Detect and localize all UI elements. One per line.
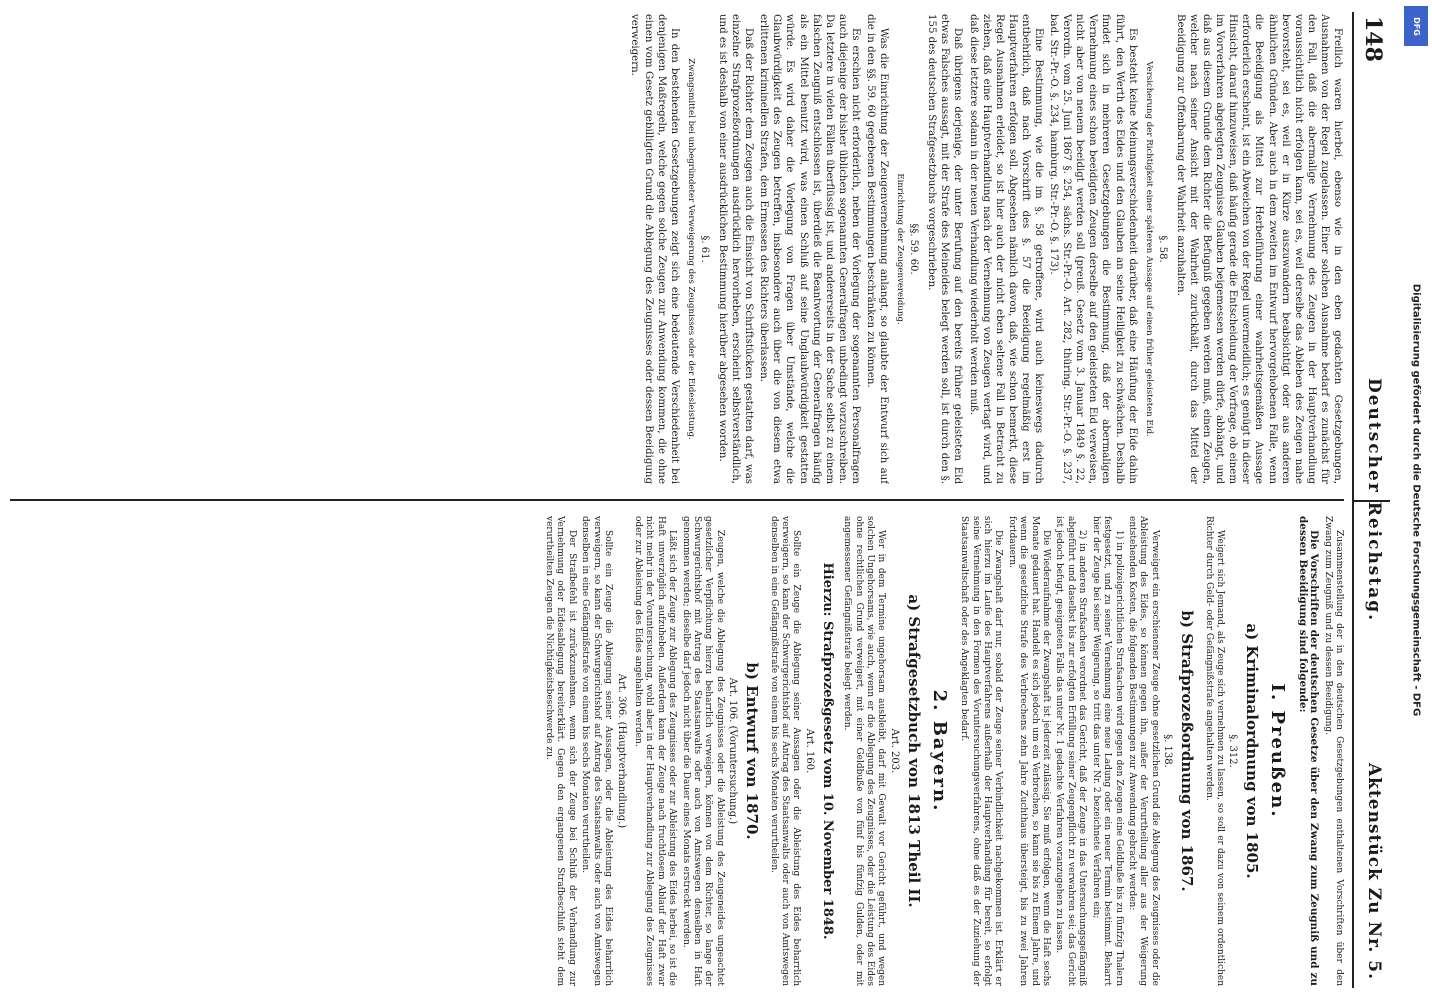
paragraph: Sollte ein Zeuge die Ablegung seiner Aussagen, oder die Ableistung des Eides beharrlich verweigern, so kann der Schwurgerichtshof auf Antrag des Staatsanwalts oder auch von Amtswegen denselben in eine Gefängnißstrafe von einem bis sechs Monaten verurtheilen. (580, 516, 614, 986)
heading-subsection: b) Strafprozeßordnung von 1867. (1178, 610, 1197, 892)
paragraph: Läßt sich der Zeuge zur Ablegung des Zeugnisses oder zur Ableistung des Eides herbei, so ist die Haft unverzüglich aufzuheben. Außerdem kann der Zeuge nach fruchtlosem Ablauf der Haft zwar nicht mehr in der Voruntersuchung, wohl aber in der Hauptverhandlung zur Ablegung des Zeugnisses oder zur Ableistung des Eides angehalten werden. (632, 516, 678, 986)
section-heading: §. 138. (1162, 734, 1174, 768)
section-heading: Art. 160. (803, 728, 815, 774)
paragraph: Der Strafbefehl ist zurückzunehmen, wenn sich der Zeuge bei Schluß der Verhandlung zur Vernehmung oder Eidesablegung bereiterklärt. Gegen den ergangenen Strafbeschluß steht dem verurtheilten Zeugen die Nichtigkeitsbeschwerde zu. (544, 516, 577, 986)
section-heading: §§. 59. 60. (908, 223, 920, 275)
section-caption: Versicherung der Richtigkeit einer späteren Aussage auf einen früher geleisteten Eid. (1143, 61, 1154, 437)
paragraph: Wer in dem Termine ungehorsam ausbleibt, darf mit Gewalt vor Gericht geführt, und wegen solchen Ungehorsams, wie auch, wenn er die Ablegung des Zeugnisses, oder die Leistung des Eides ohne rechtlichen Grund verweigert, mit einer Geldbuße von fünf bis fünfzig Gulden, oder mit angemessener Gefängnißstrafe belegt werden. (842, 516, 887, 986)
digitization-margin-note (1402, 0, 1430, 1000)
page-number: 148 (1360, 16, 1386, 62)
paragraph: 1) in polizeigerichtlichen Strafsachen wird gegen den Zeugen eine Geldbuße bis zu fünfzig Thalern festgesetzt, und zu seiner Vernehmung eine neue Ladung oder ein neuer Termin bestimmt. Beharrt hier der Zeuge bei seiner Weigerung, so tritt das unter Nr. 2 bezeichnete Verfahren ein; (1090, 516, 1124, 986)
paragraph: 2) in anderen Strafsachen verordnet das Gericht, daß der Zeuge in das Untersuchungsgefängniß abgeführt und daselbst bis zur erfolgten Erfüllung seiner Zeugenpflicht zu verwahren sei; das Gericht ist jedoch befugt, geeigneten Falls das unter Nr. 1 gedachte Verfahren voranzugehen zu lassen. (1054, 516, 1088, 986)
section-caption: Zwangsmittel bei unbegründeter Verweigerung des Zeugnisses oder der Eidesleistung. (685, 58, 696, 440)
section-heading: Art. 106. (Voruntersuchung.) (727, 677, 739, 825)
paragraph: Verweigert ein erschienener Zeuge ohne gesetzlichen Grund die Ablegung des Zeugnisses oder die Ableistung des Eides, so können gegen ihn, außer der Verurtheilung aller aus der Weigerung entstehenden Kosten, die folgenden Bestimmungen zur Anwendung gebracht werden: (1126, 516, 1160, 986)
right-column (10, 516, 1344, 986)
heading-subsection: a) Strafgesetzbuch von 1813 Theil II. (904, 594, 923, 908)
paragraph: Daß der Richter dem Zeugen auch die Einsicht von Schriftstücken gestatten darf, was einzelne Strafprozeßordnungen ausdrücklich hervorheben, erscheint selbstverständlich, und es ist deshalb von einer ausdrücklichen Bestimmung hierüber abgesehen worden. (716, 14, 755, 484)
paragraph: Sollte ein Zeuge die Ablegung seiner Aussagen oder die Ableistung des Eides beharrlich verweigern, so kann der Schwurgerichtshof auf Antrag des Staatsanwalts oder auch von Amtswegen denselben in eine Gefängnißstrafe von einem bis sechs Monaten verurtheilen. (768, 516, 802, 986)
paragraph: Was die Einrichtung der Zeugenvernehmung anlangt, so glaubte der Entwurf sich auf die in den §§. 59. 60 gegebenen Bestimmungen beschränken zu können. (865, 14, 890, 484)
paragraph: Eine Bestimmung, wie die im §. 58 getroffene, wird auch keineswegs dadurch entbehrlich, daß nach Vorschrift des §. 57 die Beeidigung regelmäßig erst im Hauptverfahren erfolgen soll. Abgesehen nämlich davon, daß, wie schon bemerkt, diese Regel Ausnahmen erleidet, so ist hier auch der nicht eben seltene Fall in Betracht zu ziehen, daß eine Hauptverhandlung nach der Vernehmung von Zeugen vertagt wird, und daß diese letztere sodann in der neuen Verhandlung wiederholt werden muß. (967, 14, 1045, 484)
paragraph: Die Wiederaufnahme der Zwangshaft ist jederzeit zulässig. Sie muß erfolgen, wenn die Haft sechs Monate gedauert hat. Handelt es sich jedoch um ein Verbrechen, so kann sie bis zu Einem Jahre, und wenn die gesetzliche Strafe des Verbrechens zehn Jahre Zuchthaus übersteigt, bis zu zwei Jahren fortdauern. (1006, 516, 1052, 986)
section-caption: Einrichtung der Zeugenvereidung. (895, 173, 906, 325)
paragraph: Es besteht keine Meinungsverschiedenheit darüber, daß eine Häufung der Eide dahin führt, den Werth des Eides und den Glauben an seine Heiligkeit zu schwächen. Deshalb findet sich in mehreren Gesetzgebungen die Bestimmung, daß der abermaligen Vernehmung eines schon beeidigten Zeugen derselbe auf den geleisteten Eid verweisen, nicht aber von neuem beeidigt werden soll (preuß. Gesetz vom 3. Januar 1849 §. 22, Verordn. vom 25. Juni 1867 §. 254, sächs. Str.-Pr.-O. Art. 282, thüring. Str.-Pr.-O. §. 237, bad. Str.-Pr.-O. §. 234, hamburg. Str.-Pr.-O. §. 173). (1048, 14, 1138, 484)
header-divider (1354, 500, 1390, 502)
section-heading: §. 312. (1227, 734, 1239, 768)
paragraph: Zeugen, welche die Ablegung des Zeugnisses oder die Ableistung des Zeugeneides ungeachtet gesetzlicher Verpflichtung hierzu beharrlich verweigern, können von dem Richter, so lange der Schwurgerichtshof mit Antrag des Staatsanwalts oder auch von Amtswegen denselben in Haft genommen werden; dieselbe darf jedoch nicht über die Dauer eines Monats erstreckt werden. (680, 516, 725, 986)
heading-bavaria: 2. Bayern. (928, 689, 950, 813)
section-heading: §. 61. (698, 235, 710, 263)
paragraph: Die Vorschriften der deutschen Gesetze über den Zwang zum Zeugniß und zu dessen Beeidigung sind folgende: (1296, 516, 1321, 986)
section-heading: Art. 306. (Hauptverhandlung.) (615, 673, 627, 829)
paragraph: Die Zwangshaft darf nur, sobald der Zeuge seiner Verbindlichkeit nachgekommen ist. Erklärt er sich hierzu im Laufe des Hauptverfahrens außerhalb der Hauptverhandlung für bereit, so erfolgt seine Vernehmung in den Formen des Voruntersuchungsverfahrens, ohne daß es der Zuziehung der Staatsanwaltschaft oder des Angeklagten bedarf. (959, 516, 1004, 986)
heading-subsection: Hierzu: Strafprozeßgesetz vom 10. November 1848. (819, 562, 835, 940)
left-column (10, 14, 1344, 484)
page-header (1352, 12, 1390, 988)
left-running-title: Deutscher Reichstag. (1364, 377, 1384, 623)
paragraph: Zusammenstellung der in den deutschen Gesetzgebungen enthaltenen Vorschriften über den Zwang zum Zeugniß und zu dessen Beeidigung. (1322, 516, 1344, 986)
paragraph: Es erschien nicht erforderlich, neben der Vorlegung der sogenannten Personalfragen auch diejenige der bisher üblichen sogenannten Generalfragen unbedingt vorzuschreiben. Da letztere in vielen Fällen überflüssig ist, und andererseits in der Sache selbst zu einem falschen Zeugniß entschlossen ist, überdieß die Beantwortung der Generalfragen häufig als ein Mittel benutzt wird, was einen Schluß auf seine Unglaubwürdigkeit gestatten würde. Es wird daher die Vorlegung von Fragen über Umstände, welche die Glaubwürdigkeit des Zeugen betreffen, insbesondere auch über die von diesem etwa erlittenen kriminellen Strafen, dem Ermessen des Richters überlassen. (758, 14, 861, 484)
right-running-title: Aktenstück Zu Nr. 5. (1364, 762, 1384, 980)
heading-prussia: I. Preußen. (1267, 683, 1289, 819)
paragraph: Daß übrigens derjenige, der unter Berufung auf den bereits früher geleisteten Eid etwas Falsches aussagt, mit der Strafe des Meineides belegt werden soll, ist durch den §. 155 des deutschen Strafgesetzbuchs vorgeschrieben. (926, 14, 964, 484)
section-heading: §. 58. (1156, 235, 1168, 263)
section-heading: Art. 203. (888, 728, 900, 774)
paragraph: In den bestehenden Gesetzgebungen zeigt sich eine bedeutende Verschiedenheit bei denjenigen Maßregeln, welche gegen solche Zeugen zur Anwendung kommen, die ohne einen vom Gesetz gebilligten Grund die Ablegung des Zeugnisses oder dessen Beeidigung verweigern. (629, 14, 680, 484)
paragraph: Weigert sich Jemand, als Zeuge sich vernehmen zu lassen, so soll er dazu von seinem ordentlichen Richter durch Geld- oder Gefängnißstrafe angehalten werden. (1203, 516, 1225, 986)
heading-subsection: a) Kriminalordnung von 1805. (1243, 623, 1262, 879)
paragraph: Freilich waren hierbei, ebenso wie in den eben gedachten Gesetzgebungen, Ausnahmen von der Regel zugelassen. Einer solchen Ausnahme bedarf es zunächst für den Fall, daß die abermalige Vernehmung des Zeugen in der Hauptverhandlung voraussichtlich nicht erfolgen kann, sei es, weil derselbe das Ableben des Zeugen nahe bevorsteht, sei es, weil er in Kürze auszuwandern beabsichtigt oder aus anderen ähnlichen Gründen. Aber auch in dem zweiten im Entwurf hervorgehobenen Falle, wenn die Beeidigung als Mittel zur Herbeiführung einer wahrheitsgemäßen Aussage erforderlich erscheint, ist ein Abweichen von der Regel unvermeidlich; es genügt in dieser Hinsicht, darauf hinzuweisen, daß häufig gerade die Entscheidung der Vorfrage, ob einem im Vorverfahren abgelegten Zeugnisse Glauben beigemessen werden dürfe, abhängt, und daß aus diesem Grunde dem Richter die Befugniß gegeben werden muß, einen Zeugen, welcher nach seiner Ansicht mit der Wahrheit zurückhält, durch das Mittel der Beeidigung zur Offenbarung der Wahrheit anzuhalten. (1174, 14, 1343, 484)
dfg-logo: DFG (1404, 6, 1428, 46)
heading-subsection: b) Entwurf von 1870. (743, 662, 762, 840)
column-divider (10, 499, 1344, 501)
dfg-credit-text: Digitalisierung gefördert durch die Deutsche Forschungsgemeinschaft - DFG (1410, 283, 1422, 717)
